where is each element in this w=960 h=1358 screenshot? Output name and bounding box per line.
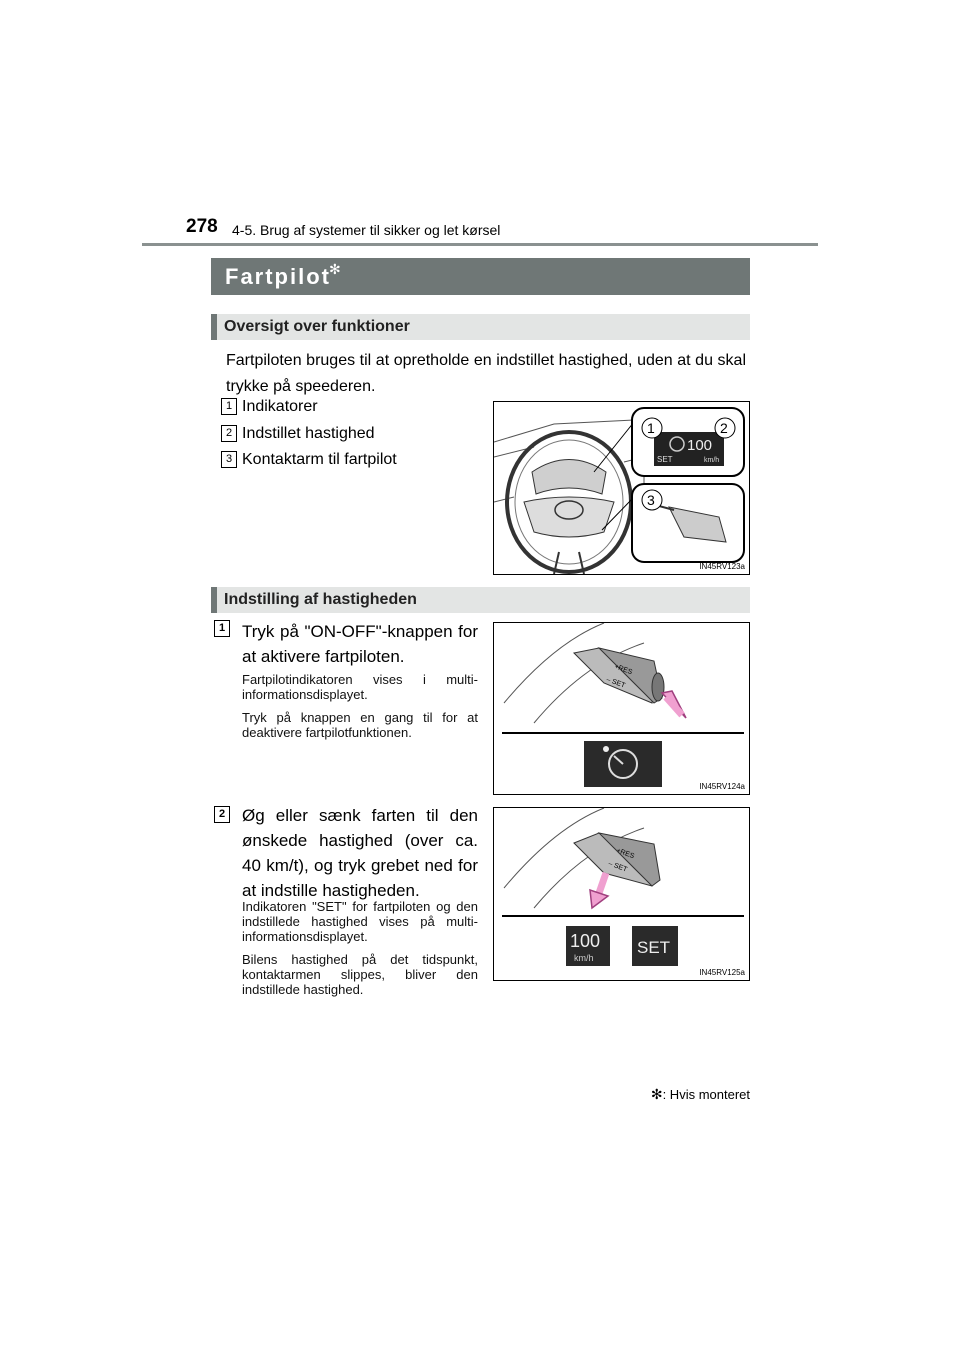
legend-number-1: 1: [221, 398, 237, 415]
step-1-note-1: Fartpilotindikatoren vises i multi-informationsdisplayet.: [242, 672, 478, 702]
inset-unit-label: km/h: [704, 457, 720, 464]
step-2-note-1: Indikatoren "SET" for fartpiloten og den indstillede hastighed vises på multi-informationsdisplayet.: [242, 899, 478, 944]
heading-accent: [211, 587, 217, 613]
lever-press-illustration: [494, 623, 749, 794]
overview-heading-bar: [211, 314, 750, 340]
asterisk-mark: ✻: [329, 261, 341, 277]
figure-code: IN45RV125a: [699, 968, 745, 977]
lever-push-illustration: [494, 808, 749, 980]
step-2-note-2: Bilens hastighed på det tidspunkt, kontaktarmen slippes, bliver den indstillede hastighed.: [242, 952, 478, 997]
step-1-note-2: Tryk på knappen en gang til for at deaktivere fartpilotfunktionen.: [242, 710, 478, 740]
legend-number-3: 3: [221, 451, 237, 468]
figure-code: IN45RV123a: [699, 562, 745, 571]
inset-set-label: SET: [657, 455, 673, 464]
step-1-instruction: Tryk på "ON-OFF"-knappen for at aktivere fartpiloten.: [242, 622, 478, 666]
inset-speed-value: 100: [687, 437, 713, 454]
callout-2: 2: [720, 420, 728, 436]
lever-set-label: – SET: [607, 860, 628, 874]
footnote: [651, 1086, 750, 1103]
overview-figure: [493, 401, 750, 575]
header-divider: [142, 243, 818, 246]
dashboard-illustration: [494, 402, 749, 574]
footnote-text: : Hvis monteret: [662, 1087, 750, 1102]
setting-heading: Indstilling af hastigheden: [224, 591, 417, 608]
intro-paragraph: Fartpiloten bruges til at opretholde en indstillet hastighed, uden at du skal trykke på speederen.: [226, 352, 746, 395]
overview-heading: Oversigt over funktioner: [224, 318, 410, 335]
callout-1: 1: [647, 420, 655, 436]
display-unit: km/h: [574, 953, 594, 963]
step-number-1: 1: [214, 620, 230, 637]
setting-heading-bar: [211, 587, 750, 613]
section-reference: 4-5. Brug af systemer til sikker og let kørsel: [232, 222, 501, 238]
callout-3: 3: [647, 492, 655, 508]
lever-res-label: +RES: [613, 663, 634, 677]
page-number: 278: [186, 216, 218, 237]
legend-number-2: 2: [221, 425, 237, 442]
step-number-2: 2: [214, 806, 230, 823]
lever-set-label: – SET: [605, 676, 626, 690]
lever-res-label: +RES: [615, 847, 636, 861]
display-set-indicator: SET: [637, 938, 671, 957]
step-2-instruction: Øg eller sænk farten til den ønskede hastighed (over ca. 40 km/t), og tryk grebet ned for at indstille hastigheden.: [242, 806, 478, 900]
legend-set-speed: Indstillet hastighed: [242, 425, 375, 442]
footnote-mark: ✻: [650, 1086, 663, 1102]
figure-code: IN45RV124a: [699, 782, 745, 791]
title-bar: [211, 258, 750, 295]
heading-accent: [211, 314, 217, 340]
step-1-figure: [493, 622, 750, 795]
legend-lever: Kontaktarm til fartpilot: [242, 451, 397, 468]
page-title: Fartpilot: [225, 264, 331, 289]
display-speed-value: 100: [570, 931, 601, 951]
step-2-figure: [493, 807, 750, 981]
legend-indicators: Indikatorer: [242, 398, 318, 415]
